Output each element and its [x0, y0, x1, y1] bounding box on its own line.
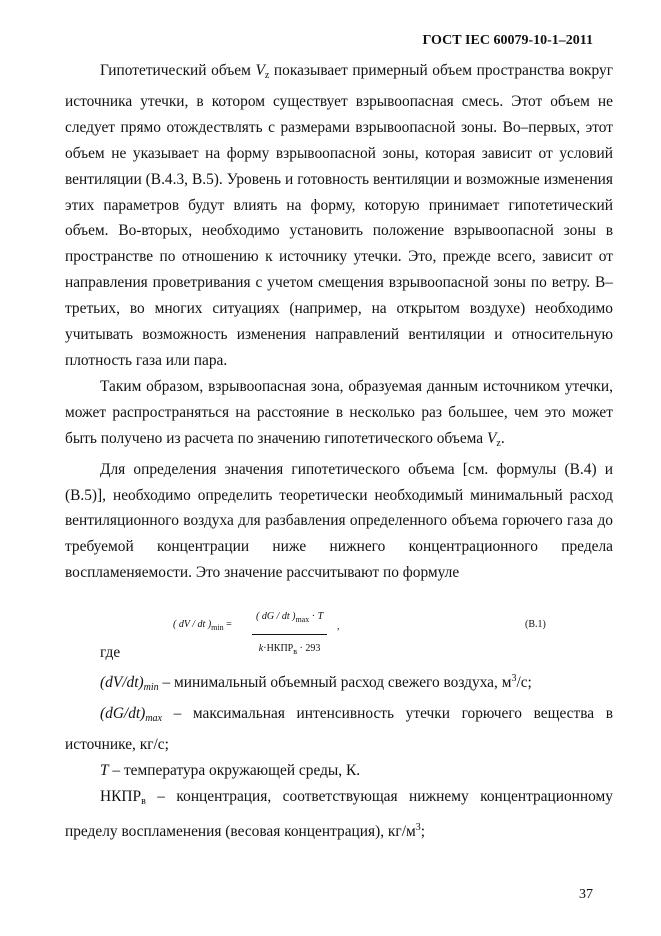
- formula-numerator: ( dG / dt )$_{max} \cdot T$: [256, 611, 324, 625]
- where-label: где: [100, 644, 121, 662]
- definition-temperature: T – температура окружающей среды, К.: [100, 761, 361, 779]
- paragraph-conclusion: Таким образом, взрывоопасная зона, образуемая данным источником утечки, может распространяться на расстояние в несколько раз большее, чем это может быть получено из расчета по значению гипотетического объема Vz.: [65, 377, 613, 449]
- formula-lhs: ( dV / dt )$_{min}$ =: [173, 619, 232, 633]
- formula-number: (В.1): [525, 619, 546, 631]
- paragraph-formula-intro: Для определения значения гипотетического объема [см. формулы (В.4) и (В.5)], необходимо определить теоретически необходимый минимальный расход вентиляционного воздуха для разбавления определенного объема горючего газа до требуемой концентрации ниже нижнего концентрационного предела воспламеняемости. Это значение рассчитывают по формуле: [65, 460, 613, 582]
- definition-nkpr: НКПРв – концентрация, соответствующая нижнему концентрационному пределу воспламенения (весовая концентрация), $кг/м^3$;: [65, 787, 613, 840]
- definition-dgdt: (dG/dt)max – максимальная интенсивность утечки горючего вещества в источнике, кг/с;: [65, 704, 613, 753]
- body-text: [65, 58, 613, 844]
- paragraph-hypothetical-volume: Гипотетический объем Vz показывает примерный объем пространства вокруг источника утечки, в котором существует взрывоопасная смесь. Этот объем не следует прямо отождествлять с размерами взрывоопасной зоны. Во–первых, этот объем не указывает на форму взрывоопасной зоны, которая зависит от условий вентиляции (В.4.3, В.5). Уровень и готовность вентиляции и возможные изменения этих параметров будут влиять на форму, которую принимает гипотетический объем. Во-вторых, необходимо установить положение взрывоопасной зоны в пространстве по отношению к источнику утечки. Это, прежде всего, зависит от направления проветривания с учетом смещения взрывоопасной зоны по ветру. В–третьих, во многих ситуациях (например, на открытом воздухе) необходимо учитывать возможность изменения направлений вентиляции и относительную плотность газа или пара.: [65, 62, 614, 369]
- document-header: ГОСТ IEC 60079-10-1–2011: [422, 33, 593, 48]
- formula-fraction: [252, 604, 327, 665]
- formula-denominator: $k\cdot НКПР_в \cdot 293$: [258, 643, 321, 657]
- page-number: 37: [579, 887, 593, 902]
- formula-b1: ( dV / dt )$_{min}$ = ( dG / dt )$_{max} \cdot T$ $k\cdot НКПР_в \cdot 293$ , (В.1): [65, 590, 613, 640]
- definition-dvdt: (dV/dt)min – минимальный объемный расход свежего воздуха, $м^3/с$;: [100, 673, 532, 694]
